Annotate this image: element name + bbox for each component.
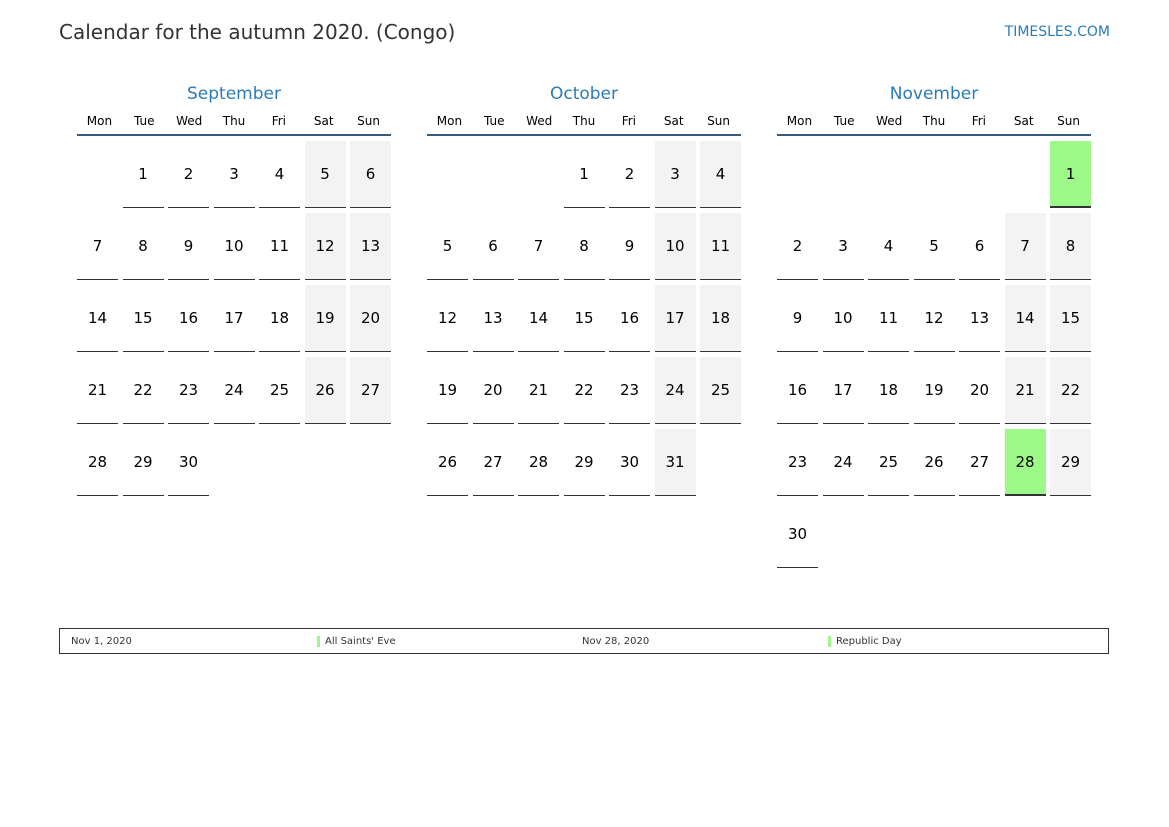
day-cell: 13 [350,213,391,280]
month-calendar-october [427,82,742,496]
day-cell: 29 [564,429,605,496]
day-cell: 5 [914,213,955,280]
day-cell: 13 [473,285,514,352]
weekday-header [777,107,1091,136]
day-cell: 17 [823,357,864,424]
empty-cell [959,141,1000,208]
weekday-label: Wed [876,113,903,128]
day-cell: 3 [214,141,255,208]
day-cell: 15 [564,285,605,352]
day-cell: 19 [914,357,955,424]
day-cell: 28 [77,429,118,496]
empty-cell [473,141,514,208]
weekday-label: Mon [436,113,463,128]
weekday-label: Fri [621,113,637,128]
weekday-label: Fri [271,113,287,128]
days-grid [77,141,392,496]
day-cell: 9 [168,213,209,280]
weekday-header [427,107,741,136]
day-cell: 16 [168,285,209,352]
month-calendar-september [77,82,392,496]
weekday-label: Sun [357,113,380,128]
month-name: September [187,84,281,104]
day-cell: 9 [777,285,818,352]
weekday-label: Thu [222,113,246,128]
day-cell: 1 [564,141,605,208]
day-cell: 17 [655,285,696,352]
day-cell: 14 [77,285,118,352]
day-cell: 12 [914,285,955,352]
holiday-swatch [828,636,831,647]
holiday-swatch [317,636,320,647]
day-cell: 30 [168,429,209,496]
holiday-legend [59,628,1109,654]
day-cell: 11 [868,285,909,352]
month-calendar-november [777,82,1092,568]
day-cell: 24 [823,429,864,496]
holiday-day-cell: 28 [1005,429,1046,496]
legend-date: Nov 1, 2020 [71,635,132,647]
day-cell: 6 [959,213,1000,280]
empty-cell [823,141,864,208]
day-cell: 7 [518,213,559,280]
legend-holiday-name: Republic Day [836,635,902,647]
day-cell: 12 [305,213,346,280]
day-cell: 20 [350,285,391,352]
day-cell: 16 [609,285,650,352]
day-cell: 27 [473,429,514,496]
weekday-header [77,107,391,136]
legend-holiday-name: All Saints' Eve [325,635,396,647]
day-cell: 4 [700,141,741,208]
day-cell: 4 [259,141,300,208]
day-cell: 8 [564,213,605,280]
day-cell: 11 [259,213,300,280]
day-cell: 30 [609,429,650,496]
day-cell: 27 [350,357,391,424]
day-cell: 20 [473,357,514,424]
day-cell: 19 [305,285,346,352]
weekday-label: Sun [1057,113,1080,128]
day-cell: 11 [700,213,741,280]
day-cell: 26 [427,429,468,496]
weekday-label: Thu [572,113,596,128]
site-link[interactable]: TIMESLES.COM [1004,24,1110,40]
day-cell: 18 [868,357,909,424]
day-cell: 15 [1050,285,1091,352]
days-grid [427,141,742,496]
day-cell: 27 [959,429,1000,496]
day-cell: 26 [914,429,955,496]
day-cell: 23 [168,357,209,424]
empty-cell [427,141,468,208]
month-name: November [889,84,979,104]
day-cell: 22 [564,357,605,424]
day-cell: 18 [259,285,300,352]
day-cell: 8 [123,213,164,280]
legend-entry [317,636,571,647]
day-cell: 15 [123,285,164,352]
month-name: October [549,84,619,104]
weekday-label: Wed [526,113,553,128]
day-cell: 10 [214,213,255,280]
day-cell: 19 [427,357,468,424]
weekday-label: Tue [834,113,855,128]
day-cell: 6 [350,141,391,208]
day-cell: 13 [959,285,1000,352]
weekday-label: Tue [134,113,155,128]
day-cell: 7 [1005,213,1046,280]
day-cell: 1 [123,141,164,208]
legend-date: Nov 28, 2020 [582,635,650,647]
day-cell: 14 [1005,285,1046,352]
day-cell: 30 [777,501,818,568]
day-cell: 14 [518,285,559,352]
empty-cell [914,141,955,208]
day-cell: 25 [259,357,300,424]
day-cell: 21 [77,357,118,424]
day-cell: 17 [214,285,255,352]
day-cell: 23 [609,357,650,424]
day-cell: 18 [700,285,741,352]
day-cell: 10 [655,213,696,280]
day-cell: 8 [1050,213,1091,280]
empty-cell [868,141,909,208]
day-cell: 7 [77,213,118,280]
day-cell: 2 [168,141,209,208]
weekday-label: Fri [971,113,987,128]
weekday-label: Mon [86,113,113,128]
day-cell: 29 [123,429,164,496]
holiday-day-cell: 1 [1050,141,1091,208]
empty-cell [777,141,818,208]
day-cell: 5 [427,213,468,280]
weekday-label: Mon [786,113,813,128]
legend-entry [828,636,1082,647]
day-cell: 25 [700,357,741,424]
day-cell: 3 [823,213,864,280]
day-cell: 23 [777,429,818,496]
empty-cell [1005,141,1046,208]
page-title: Calendar for the autumn 2020. (Congo) [59,20,456,44]
day-cell: 31 [655,429,696,496]
day-cell: 24 [655,357,696,424]
weekday-label: Sat [663,113,684,128]
days-grid [777,141,1092,568]
empty-cell [77,141,118,208]
day-cell: 21 [1005,357,1046,424]
day-cell: 12 [427,285,468,352]
day-cell: 25 [868,429,909,496]
weekday-label: Wed [176,113,203,128]
weekday-label: Sat [313,113,334,128]
day-cell: 22 [1050,357,1091,424]
day-cell: 5 [305,141,346,208]
day-cell: 22 [123,357,164,424]
weekday-label: Sun [707,113,730,128]
day-cell: 28 [518,429,559,496]
day-cell: 2 [609,141,650,208]
day-cell: 4 [868,213,909,280]
day-cell: 16 [777,357,818,424]
weekday-label: Tue [484,113,505,128]
weekday-label: Thu [922,113,946,128]
day-cell: 20 [959,357,1000,424]
empty-cell [518,141,559,208]
day-cell: 3 [655,141,696,208]
day-cell: 2 [777,213,818,280]
day-cell: 29 [1050,429,1091,496]
day-cell: 26 [305,357,346,424]
weekday-label: Sat [1013,113,1034,128]
day-cell: 21 [518,357,559,424]
day-cell: 10 [823,285,864,352]
day-cell: 9 [609,213,650,280]
day-cell: 24 [214,357,255,424]
day-cell: 6 [473,213,514,280]
